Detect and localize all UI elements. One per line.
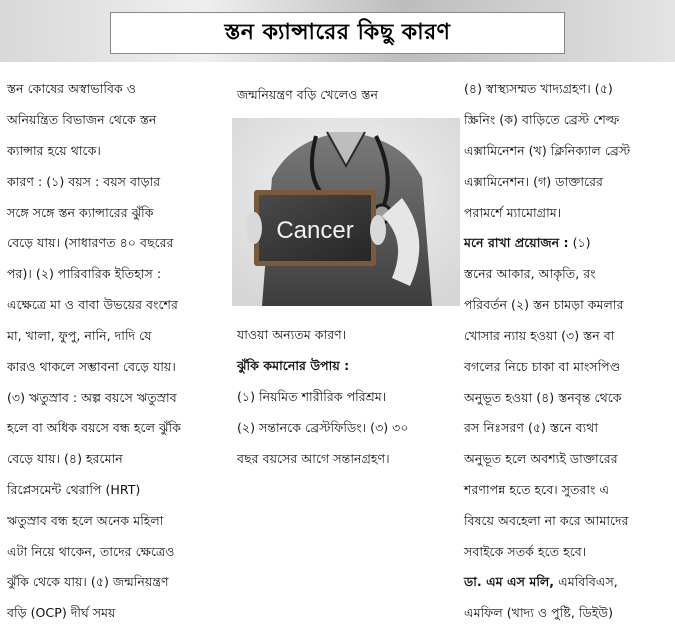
title-box: [110, 12, 565, 54]
text-line: সঙ্গে সঙ্গে স্তন ক্যান্সারের ঝুঁকি: [7, 204, 154, 220]
text-line: বড়ি (OCP) দীর্ঘ সময়: [7, 605, 116, 621]
text-line: এটা নিয়ে থাকেন, তাদের ক্ষেত্রেও: [7, 543, 175, 559]
text-line: মা, খালা, ফুপু, নানি, দাদি যে: [7, 327, 152, 343]
text-line: পর)। (২) পারিবারিক ইতিহাস :: [7, 266, 162, 282]
text-line: অনুভূত হলে অবশ্যই ডাক্তারের: [464, 451, 618, 467]
right-column: [464, 66, 670, 636]
author-degree: এমবিবিএস,: [554, 574, 618, 590]
author-line: [464, 574, 670, 589]
text-line: (২) সন্তানকে ব্রেস্টফিডিং। (৩) ৩০: [237, 419, 409, 435]
text-line: বেড়ে যায়। (সাধারণত ৪০ বছরের: [7, 235, 174, 251]
text-line: ক্যান্সার হয়ে থাকে।: [7, 143, 101, 159]
remember-heading: মনে রাখা প্রয়োজন :: [464, 235, 569, 251]
text-line: কারণ : (১) বয়স : বয়স বাড়ার: [7, 173, 161, 189]
text-line: অনিয়ন্ত্রিত বিভাজন থেকে স্তন: [7, 112, 157, 128]
text-line: এক্সামিনেশন। (গ) ডাক্তারের: [464, 173, 603, 189]
author-credentials: এমফিল (খাদ্য ও পুষ্টি, ডিইউ): [464, 605, 613, 621]
text-line: স্ক্রিনিং (ক) বাড়িতে ব্রেস্ট শেল্ফ: [464, 112, 620, 128]
doctor-holding-cancer-sign-photo-icon: [232, 118, 460, 306]
text-line: স্তন কোষের অস্বাভাবিক ও: [7, 81, 137, 97]
text-line: শরণাপন্ন হতে হবে। সুতরাং এ: [464, 481, 610, 497]
doctor-cancer-sign-photo: [232, 118, 460, 306]
text-line: ঋতুস্রাব বন্ধ হলে অনেক মহিলা: [7, 512, 164, 528]
text-line: এক্ষেত্রে মা ও বাবা উভয়ের বংশের: [7, 297, 178, 313]
text-line: বছর বয়সের আগে সন্তানগ্রহণ।: [237, 450, 390, 466]
text-line: (৪) স্বাস্থ্যসম্মত খাদ্যগ্রহণ। (৫): [464, 81, 613, 97]
text-line: পরিবর্তন (২) স্তন চামড়া কমলার: [464, 297, 624, 313]
text-line: কারও থাকলে সম্ভাবনা বেড়ে যায়।: [7, 358, 176, 374]
left-column: [7, 66, 225, 636]
sign-text: Cancer: [276, 217, 354, 244]
text-line: (১) নিয়মিত শারীরিক পরিশ্রম।: [237, 389, 387, 405]
text-line: পরামর্শে ম্যামোগ্রাম।: [464, 204, 562, 220]
text-line: এক্সামিনেশন (খ) ক্লিনিক্যাল ব্রেস্ট: [464, 143, 631, 159]
text-line: অনুভূত হওয়া (৪) স্তনবৃন্ত থেকে: [464, 389, 622, 405]
remember-heading-suffix: (১): [568, 235, 591, 251]
text-line: স্তনের আকার, আকৃতি, রং: [464, 266, 596, 282]
text-line: রস নিঃসরণ (৫) স্তনে ব্যথা: [464, 420, 599, 436]
text-line: ঝুঁকি থেকে যায়। (৫) জন্মনিয়ন্ত্রণ: [7, 574, 169, 590]
risk-reduction-heading: ঝুঁকি কমানোর উপায় :: [237, 358, 350, 374]
text-line: সবাইকে সতর্ক হতে হবে।: [464, 543, 587, 559]
text-line: রিপ্লেসমেন্ট থেরাপি (HRT): [7, 481, 141, 497]
text-line: বেড়ে যায়। (৪) হরমোন: [7, 451, 123, 467]
text-line: যাওয়া অন্যতম কারণ।: [237, 327, 347, 343]
remember-line: [464, 235, 670, 250]
middle-column-bottom: [237, 312, 452, 481]
text-line: বগলের নিচে চাকা বা মাংসপিণ্ড: [464, 358, 621, 374]
text-line: হলে বা অধিক বয়সে বন্ধ হলে ঝুঁকি: [7, 420, 181, 436]
article-title: স্তন ক্যান্সারের কিছু কারণ: [224, 19, 451, 45]
text-line: খোসার ন্যায় হওয়া (৩) স্তন বা: [464, 327, 615, 343]
text-line: (৩) ঋতুস্রাব : অল্প বয়সে ঋতুস্রাব: [7, 389, 177, 405]
text-line: বিষয়ে অবহেলা না করে আমাদের: [464, 512, 629, 528]
text-line: জন্মনিয়ন্ত্রণ বড়ি খেলেও স্তন: [237, 87, 378, 103]
author-name: ডা. এম এস মলি,: [464, 574, 555, 590]
